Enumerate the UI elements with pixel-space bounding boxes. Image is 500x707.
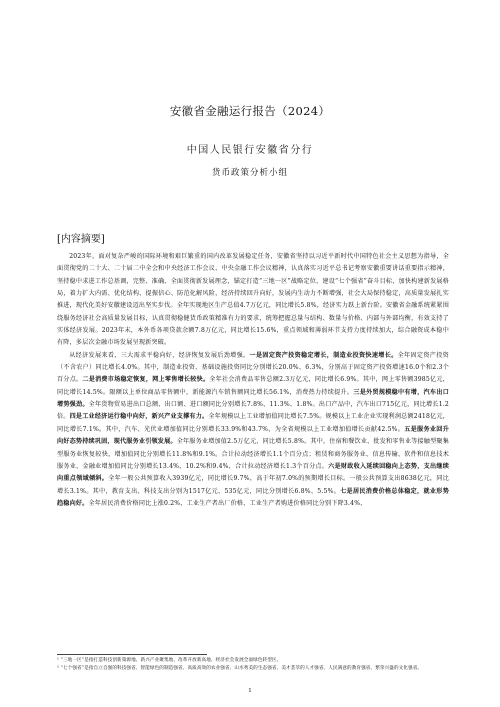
point-text-3: 全年货物贸易进出口总额、出口额、进口额同比分别增长7.8%、11.3%、1.8%。出口产品中，汽车出口715亿元，同比增长1.2倍。 xyxy=(57,401,450,421)
footnote-divider xyxy=(57,654,207,655)
abstract-paragraph-2 xyxy=(57,350,449,510)
issuing-organization: 中国人民银行安徽省分行 xyxy=(186,145,314,156)
abstract-paragraph-1: 2023年，面对复杂严峻的国际环境和艰巨繁重的国内改革发展稳定任务，安徽省坚持以习近平新时代中国特色社会主义思想为指导，全面贯彻党的二十大、二十届二中全会和中央经济工作会议、中央金融工作会议精神，认真落实习近平总书记考察安徽重要讲话重要指示精神，坚持稳中求进工作总基调，完整、准确、全面贯彻新发展理念，锚定打造“三地一区”战略定位，建设“七个强省”奋斗目标，加快构建新发展格局，着力扩大内需、优化结构、提振信心、防范化解风险，经济持续回升向好，发展内生动力不断增强，社会大局保持稳定，高质量发展扎实推进，现代化美好安徽建设迈出坚实步伐。全年实现地区生产总值4.7万亿元，同比增长5.8%，经济实力跃上新台阶。安徽省金融系统紧紧围绕服务经济社会高质量发展目标，认真贯彻稳健货币政策精准有力的要求，统筹把握总量与结构、数量与价格、内部与外部均衡，有效支持了实体经济发展。2023年末，本外币各项贷款余额7.8万亿元，同比增长15.6%，重点领域和薄弱环节支持力度持续加大，综合融资成本稳中有降，多层次金融市场发展呈现新突破。 xyxy=(57,253,449,347)
footnote-2: ² “七个强省”是指自立自强的科技强省、智能绿色的制造强省、高质高效的农业强省、山水秀美的生态强省、美才荟萃的人才强省、人民满意的教育强省、繁荣兴盛的文化强省。 xyxy=(57,666,423,672)
point-text-4: 全年规模以上工业增加值同比增长7.5%。规模以上工业企业实现利润总额2418亿元，同比增长7.1%。其中，汽车、光伏业增加值同比分别增长33.9%和43.7%，为全省规模以上工业增加值增长贡献42.5%。 xyxy=(57,413,450,433)
report-title: 安徽省金融运行报告（2024） xyxy=(169,104,331,118)
paragraph-lead: 从经济发展来看，三大需求平稳向好，经济恢复发展后劲增强。 xyxy=(69,351,250,359)
point-text-1: 全年固定资产投资（不含农户）同比增长4.0%。其中，制造业投资、基础设施投资同比分别增长20.0%、6.3%，分别高于固定资产投资增速16.0个和2.3个百分点。 xyxy=(57,351,449,384)
footnotes xyxy=(57,657,449,674)
abstract-heading: [内容摘要] xyxy=(57,234,105,245)
bold-point-5: 五是服务业回升向好态势持续巩固，现代服务业引领发展。 xyxy=(57,425,449,446)
point-text-5: 全年服务业增加值2.5万亿元，同比增长5.8%。其中，住宿和餐饮业、批发和零售业等接触型聚集型服务业恢复较快，增加值同比分别增长11.8%和9.1%。合计拉动经济增长1.1个百分点；租赁和商务服务业、信息传输、软件和信息技术服务业、金融业增加值同比分别增长13.4%、10.2%和9.4%，合计拉动经济增长1.3个百分点。 xyxy=(57,438,449,470)
bold-point-3: 三是外贸规模稳中有增，汽车出口增势强劲。 xyxy=(57,388,450,409)
abstract-body xyxy=(57,251,449,510)
bold-point-4: 四是工业经济运行稳中向好，新兴产业支撑有力。 xyxy=(69,413,209,421)
point-text-7: 全年居民消费价格同比上涨0.2%，工业生产者出厂价格、工业生产者购进价格同比分别下降3.4%、 xyxy=(88,499,367,507)
point-text-6: 全年一般公共预算收入3939亿元，同比增长9.7%，高于年初7.0%的预期增长目标。一般公共预算支出8638亿元，同比增长3.1%。其中，教育支出、科技支出分别为1517亿元、535亿元，同比分别增长6.8%、5.5%。 xyxy=(57,475,449,495)
point-text-2: 全年社会消费品零售总额2.3万亿元，同比增长6.9%。其中，网上零售额3985亿元，同比增长14.5%。限额以上单位商品零售额中，新能源汽车销售额同比增长56.1%，消费热力持续提升。 xyxy=(57,376,449,396)
bold-point-6: 六是财政收入延续回稳向上态势，支出继续向重点领域倾斜。 xyxy=(57,462,449,483)
bold-point-1: 一是固定资产投资稳定增长，制造业投资快速增长。 xyxy=(249,351,398,359)
author-group: 货币政策分析小组 xyxy=(211,168,288,178)
bold-point-2: 二是消费市场稳定恢复，网上零售增长较快。 xyxy=(82,376,210,384)
footnote-1: ¹ “三地一区”是指打造科技创新策源地、新兴产业聚集地、改革开放新高地、经济社会发展全面绿色转型区。 xyxy=(57,658,282,663)
page-number: 1 xyxy=(248,688,252,694)
bold-point-7: 七是居民消费价格总体稳定，就业形势趋稳向好。 xyxy=(57,487,449,507)
